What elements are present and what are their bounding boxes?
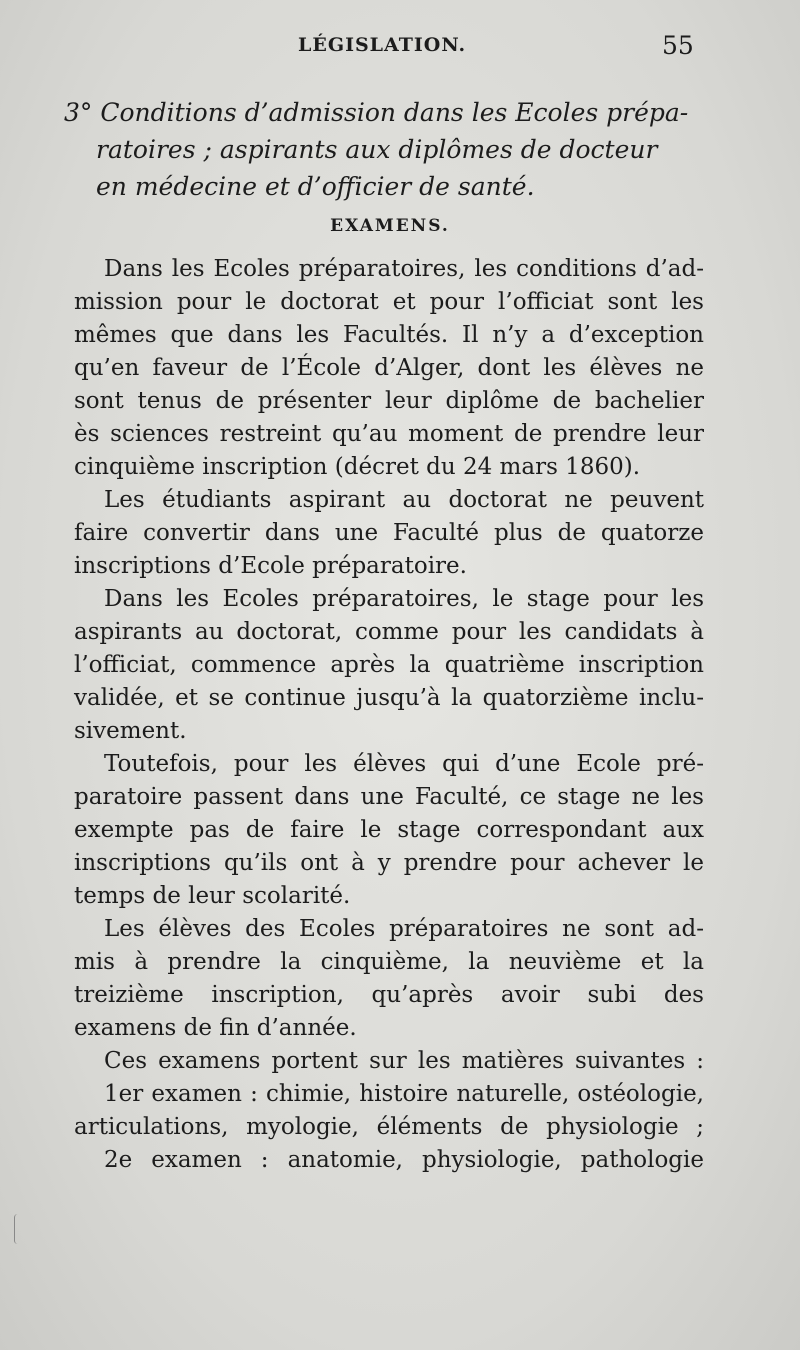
text-line: inscriptions d’Ecole préparatoire. (74, 553, 467, 579)
text-line: mis à prendre la cinquième, la neuvième et la (74, 949, 704, 975)
text-line: paratoire passent dans une Faculté, ce stage ne les (74, 784, 704, 810)
subheading: EXAMENS. (330, 216, 450, 236)
text-line: qu’en faveur de l’École d’Alger, dont les élèves ne (74, 355, 704, 381)
section-heading (64, 94, 704, 205)
text-line: Dans les Ecoles préparatoires, le stage pour les (104, 586, 704, 612)
text-line: Dans les Ecoles préparatoires, les conditions d’ad- (104, 256, 704, 282)
text-line: Toutefois, pour les élèves qui d’une Ecole pré- (104, 751, 704, 777)
page-mark (14, 1214, 21, 1244)
text-line: inscriptions qu’ils ont à y prendre pour achever le (74, 850, 704, 876)
text-line: 1er examen : chimie, histoire naturelle, ostéologie, (104, 1081, 704, 1107)
text-line: exempte pas de faire le stage correspondant aux (74, 817, 704, 843)
text-line: ès sciences restreint qu’au moment de prendre leur (74, 421, 704, 447)
text-line: Les étudiants aspirant au doctorat ne peuvent (104, 487, 704, 513)
text-line: treizième inscription, qu’après avoir subi des (74, 982, 704, 1008)
text-line: sont tenus de présenter leur diplôme de bachelier (74, 388, 704, 414)
text-line: aspirants au doctorat, comme pour les candidats à (74, 619, 704, 645)
text-line: faire convertir dans une Faculté plus de quatorze (74, 520, 704, 546)
running-title: LÉGISLATION. (298, 34, 467, 56)
text-line: sivement. (74, 718, 187, 744)
text-line: Ces examens portent sur les matières suivantes : (104, 1048, 704, 1074)
text-line: 2e examen : anatomie, physiologie, pathologie (104, 1147, 704, 1173)
section-heading-line: 3° Conditions d’admission dans les Ecoles prépa- (64, 98, 689, 127)
text-line: cinquième inscription (décret du 24 mars 1860). (74, 454, 641, 480)
text-line: temps de leur scolarité. (74, 883, 351, 909)
body-text (74, 253, 704, 1177)
text-line: mission pour le doctorat et pour l’officiat sont les (74, 289, 704, 315)
text-line: validée, et se continue jusqu’à la quatorzième inclu- (74, 685, 704, 711)
section-heading-line: en médecine et d’officier de santé. (96, 172, 535, 201)
section-heading-line: ratoires ; aspirants aux diplômes de docteur (96, 135, 658, 164)
page-number: 55 (662, 31, 694, 60)
text-line: articulations, myologie, éléments de physiologie ; (74, 1114, 704, 1140)
text-line: l’officiat, commence après la quatrième inscription (74, 652, 704, 678)
text-line: examens de fin d’année. (74, 1015, 357, 1041)
text-line: mêmes que dans les Facultés. Il n’y a d’exception (74, 322, 704, 348)
text-line: Les élèves des Ecoles préparatoires ne sont ad- (104, 916, 704, 942)
page-header (0, 31, 800, 64)
